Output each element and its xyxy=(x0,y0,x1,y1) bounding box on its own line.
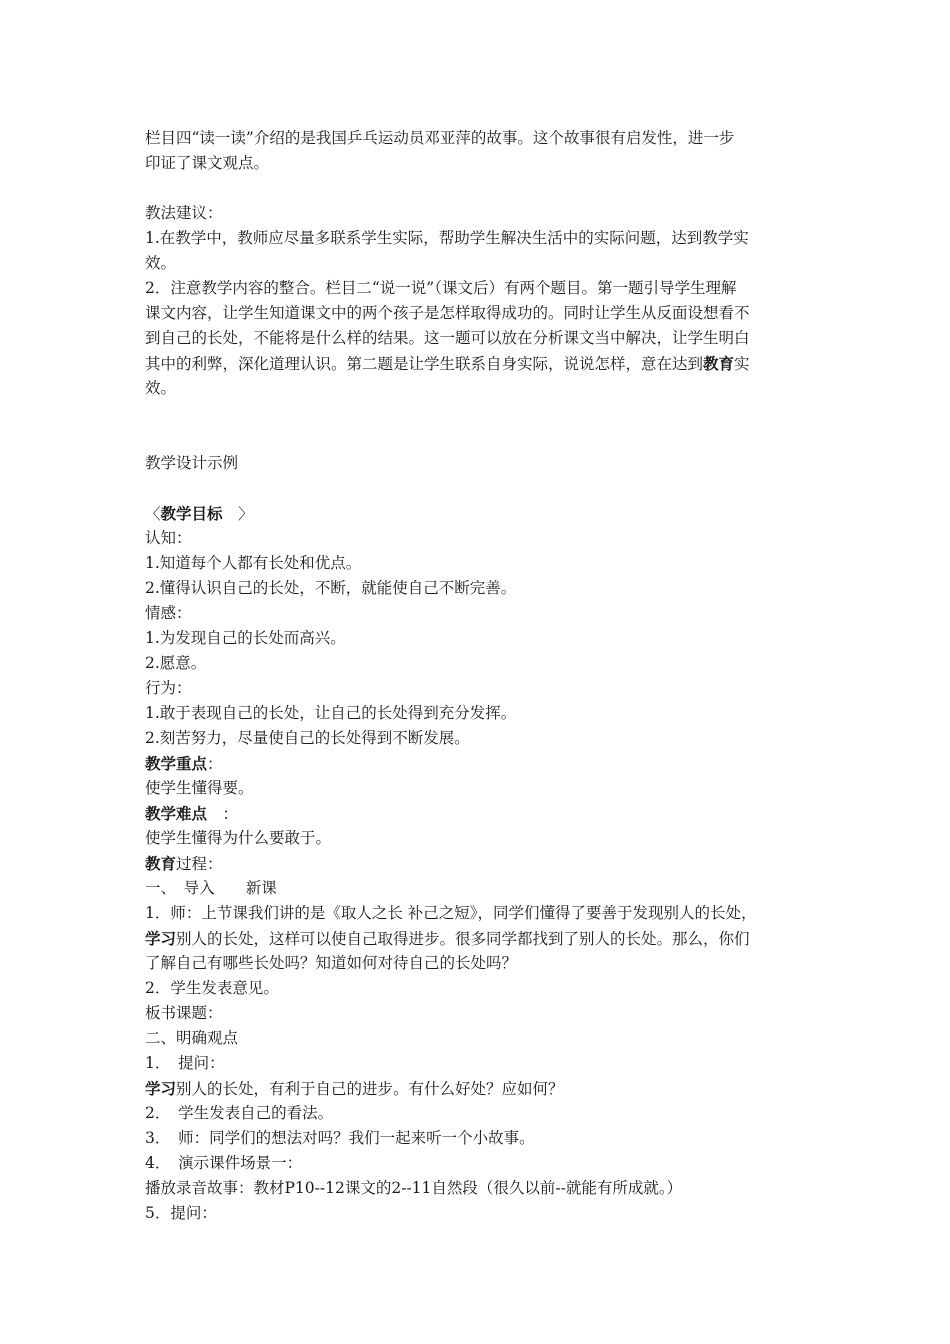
difficulty-heading: 教学难点 ： xyxy=(145,804,239,823)
document-page xyxy=(145,126,805,1226)
cognition-label: 认知： xyxy=(145,529,192,547)
question-1-text: 学习别人的长处，有利于自己的进步。有什么好处？应如何？ xyxy=(145,1079,564,1098)
emotion-item-1: 1.为发现自己的长处而高兴。 xyxy=(145,629,346,647)
suggestion-1-line-2: 效。 xyxy=(145,254,177,272)
question-2: 2． 学生发表自己的看法。 xyxy=(145,1104,334,1122)
question-3: 3． 师：同学们的想法对吗？我们一起来听一个小故事。 xyxy=(145,1129,535,1147)
suggestions-heading: 教法建议： xyxy=(145,204,223,222)
suggestion-1-line-1: 1.在教学中，教师应尽量多联系学生实际，帮助学生解决生活中的实际问题，达到教学实 xyxy=(145,229,749,247)
emotion-item-2: 2.愿意。 xyxy=(145,654,207,672)
key-point-text: 使学生懂得要。 xyxy=(145,779,254,797)
step-2: 2．学生发表意见。 xyxy=(145,979,279,997)
section-1-heading: 一、 导入 新课 xyxy=(145,879,277,897)
intro-line-1: 栏目四“读一读”介绍的是我国乒乓运动员邓亚萍的故事。这个故事很有启发性，进一步 xyxy=(145,129,735,147)
step-1-line-2: 学习别人的长处，这样可以使自己取得进步。很多同学都找到了别人的长处。那么，你们 xyxy=(145,929,750,948)
design-title: 教学设计示例 xyxy=(145,454,239,472)
question-1: 1． 提问： xyxy=(145,1054,225,1072)
suggestion-2-line-3: 到自己的长处，不能将是什么样的结果。这一题可以放在分析课文当中解决，让学生明白 xyxy=(145,329,750,347)
cognition-item-2: 2.懂得认识自己的长处，不断，就能使自己不断完善。 xyxy=(145,579,517,597)
suggestion-2-line-1: 2．注意教学内容的整合。栏目二“说一说”（课文后）有两个题目。第一题引导学生理解 xyxy=(145,279,737,297)
step-1-line-1: 1．师：上节课我们讲的是《取人之长 补己之短》，同学们懂得了要善于发现别人的长处， xyxy=(145,904,757,922)
process-heading: 教育过程： xyxy=(145,854,223,873)
key-point-heading: 教学重点： xyxy=(145,754,223,773)
suggestion-2-line-4: 其中的利弊，深化道理认识。第二题是让学生联系自身实际，说说怎样，意在达到教育实 xyxy=(145,354,750,373)
question-4: 4． 演示课件场景一： xyxy=(145,1154,303,1172)
section-2-heading: 二、明确观点 xyxy=(145,1029,239,1047)
difficulty-text: 使学生懂得为什么要敢于。 xyxy=(145,829,332,847)
behavior-item-2: 2.刻苦努力，尽量使自己的长处得到不断发展。 xyxy=(145,729,470,747)
question-5: 5．提问： xyxy=(145,1204,217,1222)
intro-line-2: 印证了课文观点。 xyxy=(145,154,270,172)
play-audio-line: 播放录音故事：教材P10--12课文的2--11自然段（很久以前--就能有所成就。） xyxy=(145,1179,683,1197)
step-1-line-3: 了解自己有哪些长处吗？知道如何对待自己的长处吗？ xyxy=(145,954,518,972)
suggestion-2-line-5: 效。 xyxy=(145,379,177,397)
teaching-goal-heading: 〈教学目标 〉 xyxy=(145,504,254,523)
cognition-item-1: 1.知道每个人都有长处和优点。 xyxy=(145,554,362,572)
emotion-label: 情感： xyxy=(145,604,192,622)
suggestion-2-line-2: 课文内容，让学生知道课文中的两个孩子是怎样取得成功的。同时让学生从反面设想看不 xyxy=(145,304,750,322)
board-title: 板书课题： xyxy=(145,1004,223,1022)
behavior-item-1: 1.敢于表现自己的长处，让自己的长处得到充分发挥。 xyxy=(145,704,517,722)
behavior-label: 行为： xyxy=(145,679,192,697)
